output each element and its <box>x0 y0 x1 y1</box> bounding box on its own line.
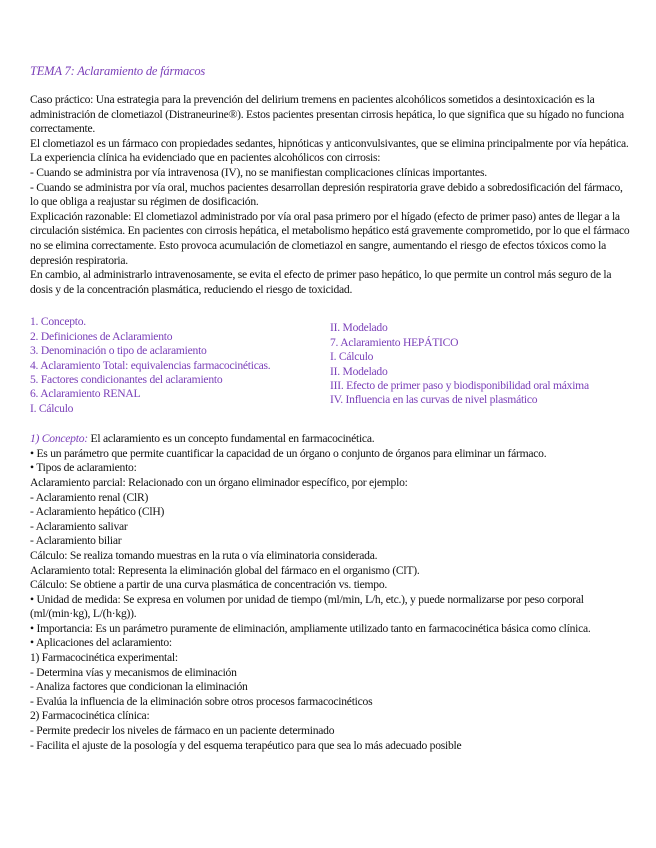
case-paragraph: El clometiazol es un fármaco con propiedades sedantes, hipnóticas y anticonvulsivantes, que se elimina principalmente por vía hepática. <box>30 136 629 150</box>
section-heading: 1) Concepto: <box>30 432 88 446</box>
concept-intro <box>30 432 630 447</box>
concept-line: • Unidad de medida: Se expresa en volumen por unidad de tiempo (ml/min, L/h, etc.), y puede normalizarse por peso corporal (ml/(min·kg), L/(h·kg)). <box>30 592 584 621</box>
case-paragraph: La experiencia clínica ha evidenciado que en pacientes alcohólicos con cirrosis: <box>30 151 381 165</box>
concept-line: - Evalúa la influencia de la eliminación sobre otros procesos farmacocinéticos <box>30 694 373 708</box>
toc-item: 5. Factores condicionantes del aclaramiento <box>30 372 223 386</box>
toc-item: 7. Aclaramiento HEPÁTICO <box>330 335 459 349</box>
toc-item: I. Cálculo <box>30 401 74 415</box>
case-paragraph: En cambio, al administrarlo intravenosamente, se evita el efecto de primer paso hepático, lo que permite un control más seguro de la dosis y de la concentración plasmática, reduciendo el riesgo de toxicidad. <box>30 268 612 296</box>
concept-line: Cálculo: Se realiza tomando muestras en la ruta o vía eliminatoria considerada. <box>30 548 378 562</box>
concept-line: - Analiza factores que condicionan la eliminación <box>30 680 248 694</box>
table-of-contents <box>30 315 630 416</box>
toc-item: 2. Definiciones de Aclaramiento <box>30 329 173 343</box>
concept-line: 1) Farmacocinética experimental: <box>30 651 178 665</box>
concept-line: - Aclaramiento hepático (ClH) <box>30 505 165 519</box>
page-title: TEMA 7: Aclaramiento de fármacos <box>30 64 206 78</box>
case-paragraph: Caso práctico: Una estrategia para la prevención del delirium tremens en pacientes alcohólicos sometidos a desintoxicación es la administración de clometiazol (Distraneurine®). Estos pacientes presentan cirrosis hepática, lo que significa que su hígado no funciona correctamente. <box>30 93 624 136</box>
concept-line: Aclaramiento total: Representa la eliminación global del fármaco en el organismo (ClT). <box>30 563 420 577</box>
concept-line: Aclaramiento parcial: Relacionado con un órgano eliminador específico, por ejemplo: <box>30 475 408 489</box>
concept-line: - Aclaramiento biliar <box>30 534 122 548</box>
concept-line: 2) Farmacocinética clínica: <box>30 709 150 723</box>
toc-item: IV. Influencia en las curvas de nivel plasmático <box>330 393 538 407</box>
toc-item: 3. Denominación o tipo de aclaramiento <box>30 344 207 358</box>
concept-line: Cálculo: Se obtiene a partir de una curva plasmática de concentración vs. tiempo. <box>30 578 388 592</box>
concept-line: - Aclaramiento renal (ClR) <box>30 490 149 504</box>
concept-intro-text: El aclaramiento es un concepto fundamental en farmacocinética. <box>87 432 375 446</box>
toc-item: II. Modelado <box>330 321 388 335</box>
concept-line: - Determina vías y mecanismos de eliminación <box>30 665 237 679</box>
concept-line: • Es un parámetro que permite cuantificar la capacidad de un órgano o conjunto de órganos para eliminar un fármaco. <box>30 446 547 460</box>
toc-item: 4. Aclaramiento Total: equivalencias farmacocinéticas. <box>30 358 271 372</box>
concept-line: - Permite predecir los niveles de fármaco en un paciente determinado <box>30 724 335 738</box>
toc-item: 6. Aclaramiento RENAL <box>30 387 141 401</box>
case-study <box>30 93 630 297</box>
concept-section <box>30 432 630 753</box>
concept-line: - Facilita el ajuste de la posología y del esquema terapéutico para que sea lo más adecuado posible <box>30 738 462 752</box>
toc-left-column <box>30 315 330 416</box>
concept-line: • Tipos de aclaramiento: <box>30 461 137 475</box>
toc-item: II. Modelado <box>330 364 388 378</box>
toc-right-column <box>330 315 589 416</box>
case-paragraph: - Cuando se administra por vía oral, muchos pacientes desarrollan depresión respiratoria grave debido a sobredosificación del fármaco, lo que obliga a reajustar su régimen de dosificación. <box>30 180 623 209</box>
concept-line: • Aplicaciones del aclaramiento: <box>30 636 172 650</box>
case-paragraph: - Cuando se administra por vía intravenosa (IV), no se manifiestan complicaciones clínicas importantes. <box>30 165 487 179</box>
toc-item: III. Efecto de primer paso y biodisponibilidad oral máxima <box>330 378 589 392</box>
case-paragraph: Explicación razonable: El clometiazol administrado por vía oral pasa primero por el hígado (efecto de primer paso) antes de llegar a la circulación sistémica. En pacientes con cirrosis hepática, el metabolismo hepático está gravemente comprometido, por lo que el fármaco no se elimina correctamente. Esto provoca acumulación de clometiazol en sangre, aumentando el riesgo de efectos tóxicos como la depresión respiratoria. <box>30 209 630 267</box>
concept-line: • Importancia: Es un parámetro puramente de eliminación, ampliamente utilizado tanto en farmacocinética básica como clínica. <box>30 621 591 635</box>
toc-item: I. Cálculo <box>330 350 374 364</box>
toc-item: 1. Concepto. <box>30 315 86 329</box>
concept-line: - Aclaramiento salivar <box>30 519 128 533</box>
